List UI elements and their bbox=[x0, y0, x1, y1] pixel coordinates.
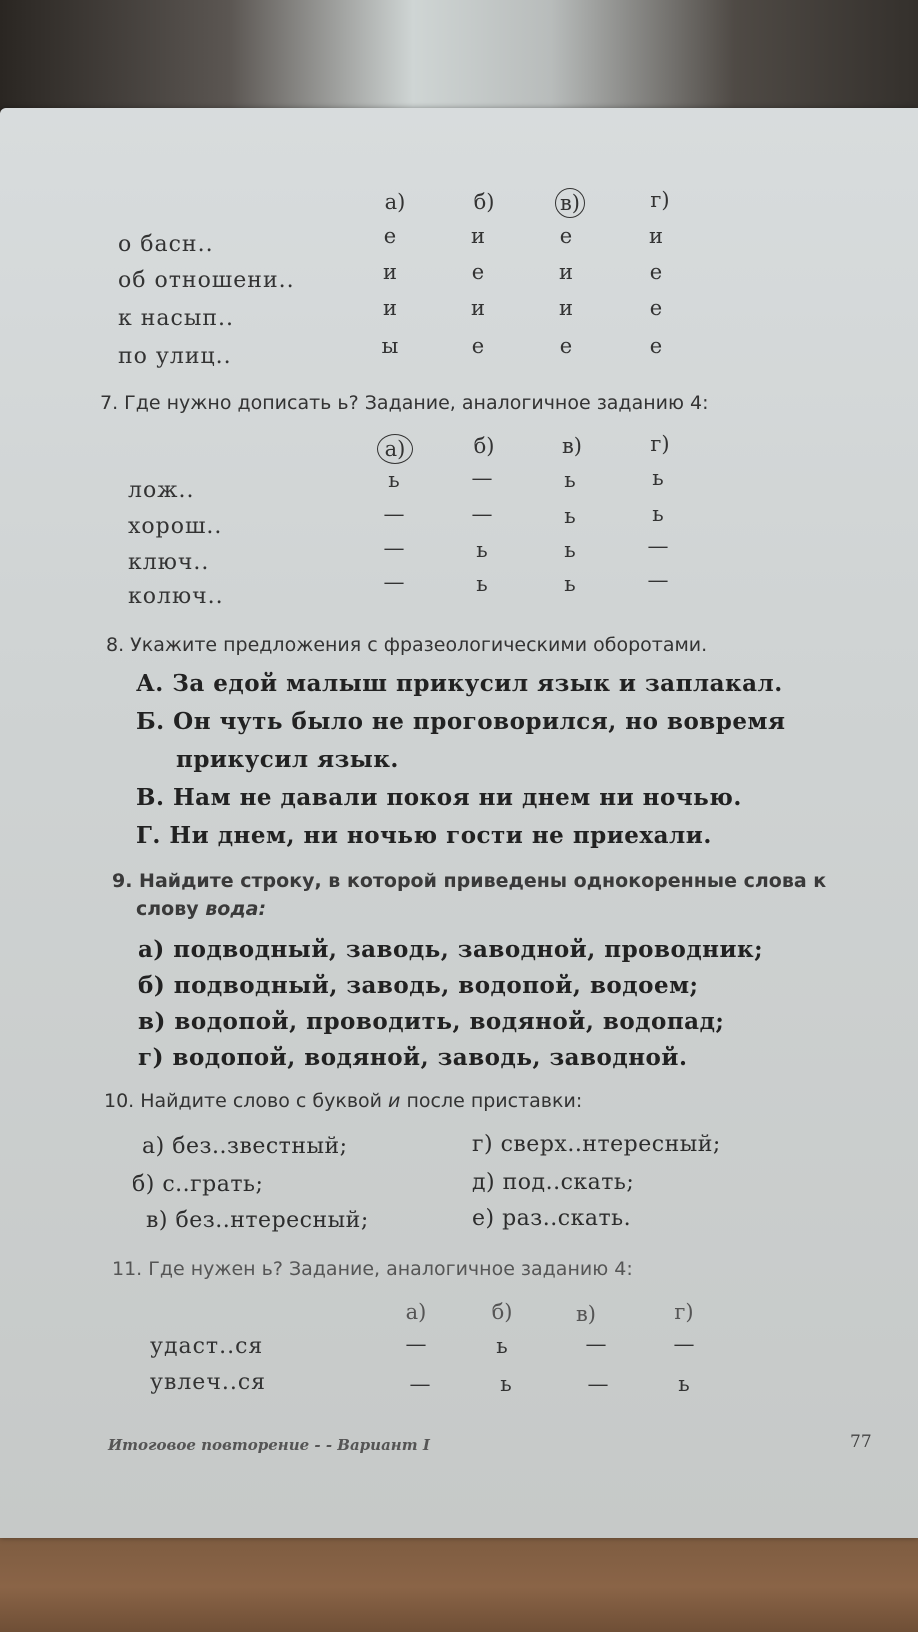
grid-header-b: б) bbox=[491, 1300, 513, 1324]
task10-title-prefix: 10. Найдите слово с буквой bbox=[104, 1090, 382, 1112]
page-number: 77 bbox=[850, 1432, 872, 1452]
grid-word: удаст..ся bbox=[150, 1334, 264, 1359]
task9-option-v: в) водопой, проводить, водяной, водопад; bbox=[138, 1008, 725, 1035]
grid-cell: ь bbox=[564, 572, 576, 596]
task7-title: 7. Где нужно дописать ь? Задание, аналогичное заданию 4: bbox=[100, 392, 709, 414]
grid-cell: ь bbox=[652, 466, 664, 490]
grid-cell: ь bbox=[652, 502, 664, 526]
task8-line-a: А. За едой малыш прикусил язык и заплакал. bbox=[136, 670, 783, 697]
grid-cell: — bbox=[383, 570, 405, 594]
grid-cell: — bbox=[405, 1332, 427, 1356]
grid-word: хорош.. bbox=[128, 514, 223, 539]
grid-cell: и bbox=[383, 260, 397, 284]
task10-option-g: г) сверх..нтересный; bbox=[472, 1132, 721, 1157]
task9-option-a: а) подводный, заводь, заводной, проводник; bbox=[138, 936, 764, 963]
task8-line-g: Г. Ни днем, ни ночью гости не приехали. bbox=[136, 822, 712, 849]
grid-cell: е bbox=[471, 334, 485, 358]
grid-cell: и bbox=[383, 296, 397, 320]
grid-cell: ь bbox=[678, 1372, 690, 1396]
grid-cell: ь bbox=[564, 538, 576, 562]
grid-header-g: г) bbox=[650, 432, 670, 456]
grid-cell: ь bbox=[496, 1334, 508, 1358]
grid-word: по улиц.. bbox=[118, 344, 232, 369]
grid-cell: ь bbox=[500, 1372, 512, 1396]
grid-header-b: б) bbox=[473, 434, 495, 458]
task10-title bbox=[104, 1090, 582, 1112]
task8-line-v: В. Нам не давали покоя ни днем ни ночью. bbox=[136, 784, 742, 811]
footer-running-title: Итоговое повторение - - Вариант I bbox=[108, 1436, 430, 1454]
grid-cell: и bbox=[471, 296, 485, 320]
grid-cell: — bbox=[471, 502, 493, 526]
task8-line-b-cont: прикусил язык. bbox=[176, 746, 399, 773]
answer-circle: а) bbox=[377, 434, 413, 464]
grid-cell: — bbox=[383, 536, 405, 560]
grid-header-v: в) bbox=[575, 1302, 596, 1326]
grid-header-a: а) bbox=[405, 1300, 427, 1324]
task10-option-v: в) без..нтересный; bbox=[146, 1208, 369, 1233]
grid-cell: ь bbox=[388, 468, 400, 492]
grid-word: ключ.. bbox=[128, 550, 210, 575]
task10-title-suffix: после приставки: bbox=[406, 1090, 583, 1112]
task8-title: 8. Укажите предложения с фразеологическими оборотами. bbox=[106, 634, 708, 656]
task10-title-letter: и bbox=[388, 1090, 401, 1112]
task10-option-d: д) под..скать; bbox=[472, 1170, 635, 1195]
grid-cell: ы bbox=[381, 334, 399, 358]
grid-word: о басн.. bbox=[118, 232, 214, 257]
task11-title: 11. Где нужен ь? Задание, аналогичное заданию 4: bbox=[112, 1258, 633, 1280]
grid-cell: ь bbox=[476, 538, 488, 562]
grid-header-g: г) bbox=[674, 1300, 694, 1324]
grid-cell: е bbox=[649, 260, 663, 284]
grid-cell: е bbox=[649, 334, 663, 358]
task9-title-line2 bbox=[136, 898, 266, 920]
task9-option-g: г) водопой, водяной, заводь, заводной. bbox=[138, 1044, 688, 1071]
grid-cell: е bbox=[471, 260, 485, 284]
grid-word: увлеч..ся bbox=[150, 1370, 267, 1395]
grid-cell: е bbox=[383, 224, 397, 248]
task10-option-e: е) раз..скать. bbox=[472, 1206, 632, 1231]
grid-cell: е bbox=[559, 224, 573, 248]
grid-cell: — bbox=[383, 502, 405, 526]
grid-word: об отношени.. bbox=[118, 268, 295, 293]
answer-circle: в) bbox=[555, 188, 585, 218]
task9-title-line1: 9. Найдите строку, в которой приведены однокоренные слова к bbox=[112, 870, 827, 892]
grid-cell: е bbox=[559, 334, 573, 358]
grid-cell: и bbox=[649, 224, 663, 248]
grid-cell: — bbox=[673, 1332, 695, 1356]
grid-header-a: а) bbox=[384, 190, 406, 214]
grid-header-v: в) bbox=[561, 434, 582, 458]
task9-option-b: б) подводный, заводь, водопой, водоем; bbox=[138, 972, 699, 999]
grid-word: к насып.. bbox=[118, 306, 235, 331]
task10-option-b: б) с..грать; bbox=[132, 1172, 264, 1197]
grid-cell: — bbox=[585, 1332, 607, 1356]
task9-title-word: вода: bbox=[205, 898, 267, 920]
grid-cell: — bbox=[647, 534, 669, 558]
grid-cell: и bbox=[471, 224, 485, 248]
grid-header-a-circled bbox=[375, 434, 415, 464]
grid-cell: и bbox=[559, 260, 573, 284]
grid-cell: е bbox=[649, 296, 663, 320]
task9-title-prefix: слову bbox=[136, 898, 199, 920]
task10-option-a: а) без..звестный; bbox=[142, 1134, 348, 1159]
grid-cell: и bbox=[559, 296, 573, 320]
grid-cell: — bbox=[587, 1372, 609, 1396]
grid-cell: — bbox=[409, 1372, 431, 1396]
grid-header-b: б) bbox=[473, 190, 495, 214]
grid-word: колюч.. bbox=[128, 584, 224, 609]
grid-cell: ь bbox=[564, 468, 576, 492]
grid-cell: — bbox=[647, 568, 669, 592]
grid-cell: ь bbox=[476, 572, 488, 596]
grid-cell: ь bbox=[564, 504, 576, 528]
grid-word: лож.. bbox=[128, 478, 195, 503]
grid-header-g: г) bbox=[650, 188, 670, 212]
grid-header-v-circled bbox=[550, 188, 590, 218]
task8-line-b: Б. Он чуть было не проговорился, но вовремя bbox=[136, 708, 786, 735]
grid-cell: — bbox=[471, 466, 493, 490]
